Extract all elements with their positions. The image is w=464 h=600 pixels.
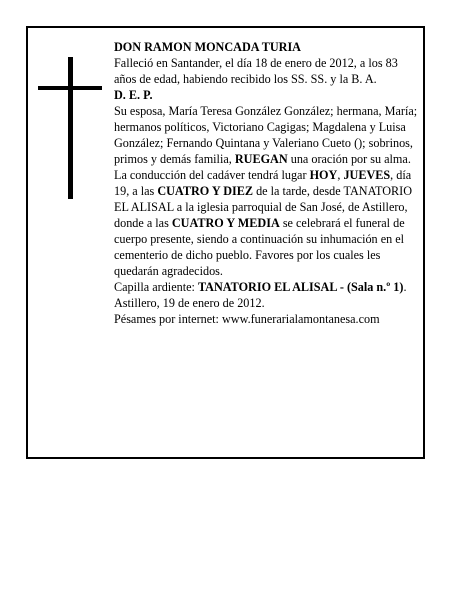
rip-line: D. E. P. bbox=[114, 88, 153, 102]
hoy-word: HOY bbox=[309, 168, 338, 182]
dateline: Astillero, 19 de enero de 2012. bbox=[114, 296, 265, 310]
chapel-label: Capilla ardiente: bbox=[114, 280, 198, 294]
cross-bar bbox=[38, 86, 102, 90]
cross-icon bbox=[68, 57, 73, 199]
obituary-card bbox=[26, 26, 425, 459]
route-text: de la tarde, desde TANATORIO EL ALISAL a la iglesia parroquial de San José, de Astillero, donde a las bbox=[114, 184, 413, 230]
day-text: , día 19, a las bbox=[114, 168, 412, 198]
obituary-text bbox=[114, 39, 418, 327]
funeral-text: se celebrará el funeral de cuerpo presente, siendo a continuación su inhumación en el cementerio de dicho pueblo. Favores por los cuales les quedarán agradecidos. bbox=[114, 216, 405, 278]
ruegan-word: RUEGAN bbox=[234, 152, 288, 166]
jueves-word: JUEVES bbox=[343, 168, 391, 182]
chapel-name: TANATORIO EL ALISAL - (Sala n.º 1) bbox=[197, 280, 404, 294]
chapel-period: . bbox=[403, 280, 407, 294]
chapel-line bbox=[114, 279, 418, 295]
comma-text: , bbox=[337, 168, 344, 182]
condolences-line: Pésames por internet: www.funerarialamontanesa.com bbox=[114, 312, 380, 326]
family-list: Su esposa, María Teresa González González; hermana, María; hermanos políticos, Victoriano Cagigas; Magdalena y Luisa González; Fernando Quintana y Valeriano Cueto (); sobrinos, primos y demás familia, bbox=[114, 104, 418, 166]
time-second: CUATRO Y MEDIA bbox=[171, 216, 280, 230]
family-paragraph bbox=[114, 103, 418, 279]
death-details: Falleció en Santander, el día 18 de enero de 2012, a los 83 años de edad, habiendo recibido los SS. SS. y la B. A. bbox=[114, 56, 398, 86]
prayer-text: una oración por su alma. La conducción del cadáver tendrá lugar bbox=[114, 152, 411, 182]
deceased-name: DON RAMON MONCADA TURIA bbox=[114, 40, 301, 54]
time-first: CUATRO Y DIEZ bbox=[157, 184, 254, 198]
